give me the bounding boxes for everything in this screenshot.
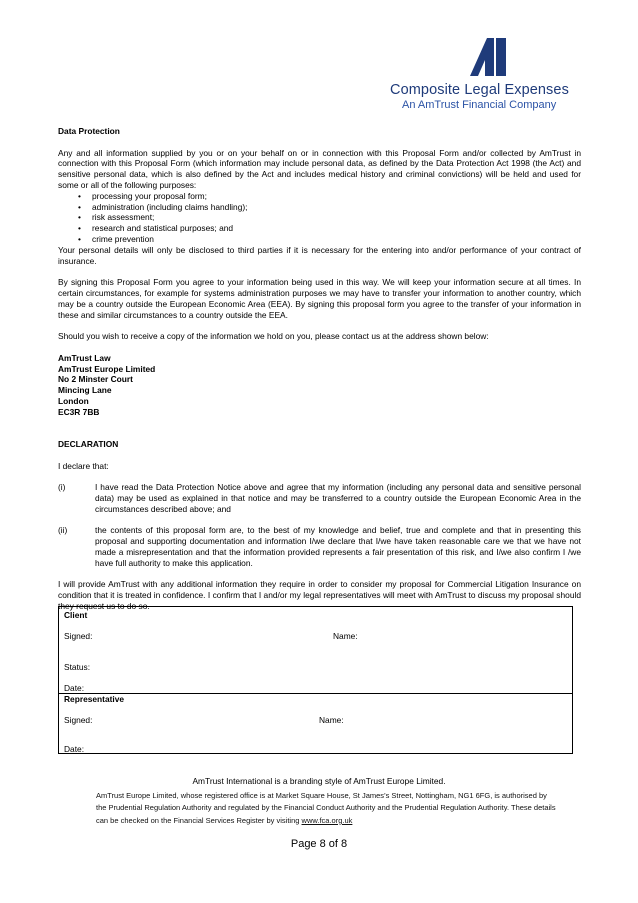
company-name: Composite Legal Expenses: [390, 82, 569, 98]
declaration-item-number: (i): [58, 482, 66, 493]
representative-date-label[interactable]: Date:: [64, 744, 85, 754]
purposes-list: [58, 191, 581, 245]
client-section-title: Client: [64, 610, 88, 620]
address-line: Mincing Lane: [58, 385, 112, 396]
address-line: No 2 Minster Court: [58, 374, 133, 385]
list-item: • crime prevention: [58, 234, 581, 245]
address-line: AmTrust Europe Limited: [58, 363, 156, 374]
data-protection-intro: Any and all information supplied by you or on your behalf on or in connection with this Proposal Form and/or collected by AmTrust in connection with this Proposal Form (which information may include personal data, as defined by the Data Protection Act 1998 (the Act) and sensitive personal data, which is also defined by the Act and includes medical history and criminal convictions) will be held and used for some or all of the following purposes:: [58, 147, 581, 190]
disclosure-paragraph: Your personal details will only be disclosed to third parties if it is necessary for the entering into and/or performance of your contract of insurance.: [58, 244, 581, 266]
address-line: AmTrust Law: [58, 352, 111, 363]
client-date-label[interactable]: Date:: [64, 683, 85, 693]
data-protection-heading: Data Protection: [58, 126, 120, 136]
list-item: • processing your proposal form;: [58, 191, 581, 202]
declaration-item: [58, 482, 581, 514]
document-body: [58, 126, 581, 612]
section-divider: [59, 693, 572, 694]
declaration-item: [58, 525, 581, 568]
company-logo: [388, 38, 578, 111]
company-subtitle: An AmTrust Financial Company: [402, 99, 557, 111]
address-line: London: [58, 395, 89, 406]
declaration-item-text: the contents of this proposal form are, to the best of my knowledge and belief, true and complete and that in presenting this proposal and supporting documentation and information I/we declare that I/we have taken reasonable care we that we have not made a misrepresentation and that the information provided represents a fair presentation of this risk, and I/we also confirm I /we have full authority to make this application.: [95, 525, 581, 568]
declaration-item-text: I have read the Data Protection Notice above and agree that my information (including any personal data and sensitive personal data) may be used as explained in that notice and may be transferred to a country outside the European Economic Area in the circumstances described above; and: [95, 482, 581, 514]
declaration-lead: I declare that:: [58, 460, 109, 471]
logo-mark-icon: [470, 38, 506, 76]
client-signed-label[interactable]: Signed:: [64, 631, 93, 641]
declaration-closing: I will provide AmTrust with any additional information they require in order to consider my proposal for Commercial Litigation Insurance on condition that it is treated in confidence. I confirm that I and/or my legal representatives will meet with AmTrust to discuss my proposal should they request us to do so.: [58, 579, 581, 612]
declaration-item-number: (ii): [58, 525, 68, 536]
fca-link[interactable]: www.fca.org.uk: [301, 815, 353, 825]
representative-section-title: Representative: [64, 694, 125, 704]
footer-legal-text: AmTrust Europe Limited, whose registered office is at Market Square House, St James’s Street, Nottingham, NG1 6FG, is authorised by the Prudential Regulation Authority and regulated by the Financial Conduct Authority and the Prudential Regulation Authority. These details can be checked on the Financial Services Register by visiting: [96, 791, 556, 825]
footer-legal: [96, 790, 556, 827]
postal-address: [58, 353, 581, 418]
client-name-label[interactable]: Name:: [333, 631, 358, 641]
page-number: Page 8 of 8: [290, 838, 348, 850]
contact-paragraph: Should you wish to receive a copy of the information we hold on you, please contact us at the address shown below:: [58, 331, 489, 342]
consent-paragraph: By signing this Proposal Form you agree to your information being used in this way. We will keep your information secure at all times. In certain circumstances, for example for systems administration purposes we may have to transfer your information to another country, which may be a country outside the European Economic Area (EEA). By signing this proposal form you agree to the transfer of your information in these and similar circumstances to a country outside the EEA.: [58, 277, 581, 320]
representative-name-label[interactable]: Name:: [319, 715, 344, 725]
signature-box: [58, 606, 573, 754]
representative-signed-label[interactable]: Signed:: [64, 715, 93, 725]
list-item: • risk assessment;: [58, 212, 581, 223]
address-line: EC3R 7BB: [58, 406, 100, 417]
list-item: • administration (including claims handling);: [58, 202, 581, 213]
declaration-heading: DECLARATION: [58, 439, 119, 450]
footer-branding: AmTrust International is a branding style of AmTrust Europe Limited.: [192, 776, 446, 786]
list-item: • research and statistical purposes; and: [58, 223, 581, 234]
client-status-label[interactable]: Status:: [64, 662, 91, 672]
